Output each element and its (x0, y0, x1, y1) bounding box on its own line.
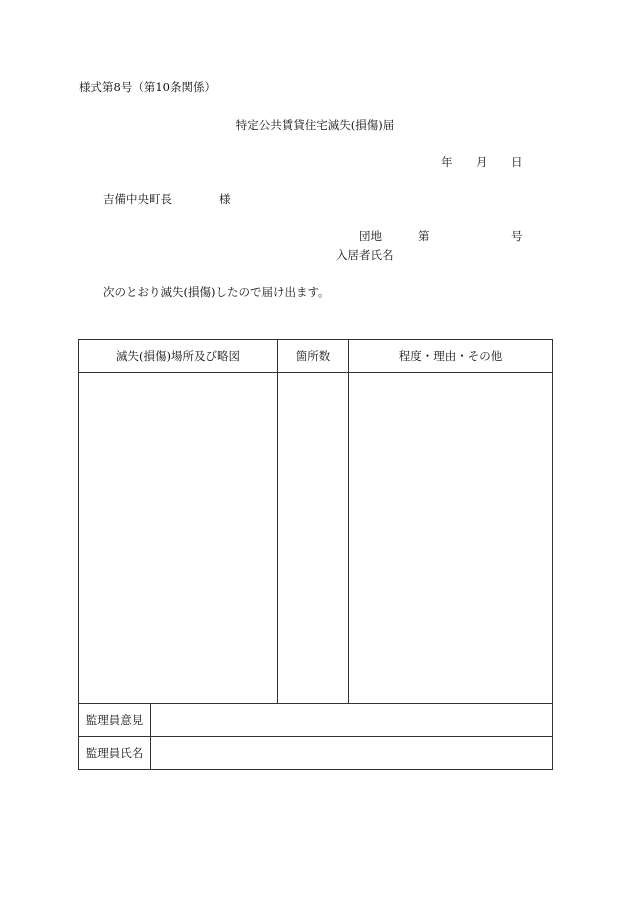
addressee-suffix: 様 (219, 192, 231, 206)
form-number: 様式第8号（第10条関係） (79, 80, 216, 94)
danchi-label: 団地 (359, 229, 382, 243)
intro-text: 次のとおり滅失(損傷)したので届け出ます。 (103, 285, 330, 299)
inspector-opinion-cell[interactable] (151, 704, 553, 737)
date-year-label: 年 (441, 155, 453, 169)
header-details: 程度・理由・その他 (349, 340, 553, 373)
date-day-label: 日 (511, 155, 523, 169)
table-header-row (79, 340, 553, 373)
inspector-opinion-label: 監理員意見 (79, 704, 151, 737)
header-location-sketch: 滅失(損傷)場所及び略図 (79, 340, 278, 373)
inspector-name-row (79, 737, 553, 770)
header-count: 箇所数 (278, 340, 349, 373)
page-title: 特定公共賃貸住宅滅失(損傷)届 (235, 118, 395, 132)
date-month-label: 月 (476, 155, 488, 169)
go-label: 号 (511, 229, 523, 243)
damage-report-table (78, 339, 553, 770)
inspector-opinion-row (79, 704, 553, 737)
resident-name-label: 入居者氏名 (336, 248, 394, 262)
details-cell[interactable] (349, 373, 553, 704)
count-cell[interactable] (278, 373, 349, 704)
inspector-name-label: 監理員氏名 (79, 737, 151, 770)
dai-label: 第 (418, 229, 430, 243)
inspector-name-cell[interactable] (151, 737, 553, 770)
location-sketch-cell[interactable] (79, 373, 278, 704)
table-body-row (79, 373, 553, 704)
addressee-name: 吉備中央町長 (103, 192, 172, 206)
